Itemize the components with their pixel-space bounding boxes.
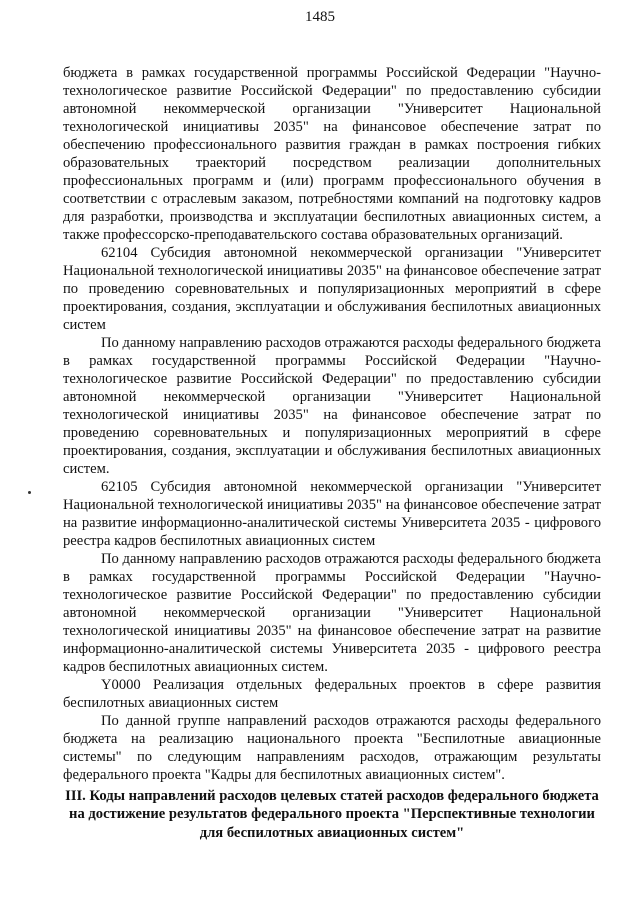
margin-dot: [28, 491, 31, 494]
paragraph-62104-title: 62104 Субсидия автономной некоммерческой организации "Университет Национальной технологической инициативы 2035" на финансовое обеспечение затрат по проведению соревновательных и популяризационных мероприятий в сфере проектирования, создания, эксплуатации и обслуживания беспилотных авиационных систем: [63, 245, 601, 333]
paragraph-62104-description: По данному направлению расходов отражаются расходы федерального бюджета в рамках государственной программы Российской Федерации "Научно-технологическое развитие Российской Федерации" по предоставлению субсидии автономной некоммерческой организации "Университет Национальной технологической инициативы 2035" на финансовое обеспечение затрат по проведению соревновательных и популяризационных мероприятий в сфере проектирования, создания, эксплуатации и обслуживания беспилотных авиационных систем.: [63, 335, 601, 477]
paragraph-62105-title: 62105 Субсидия автономной некоммерческой организации "Университет Национальной технологической инициативы 2035" на финансовое обеспечение затрат на развитие информационно-аналитической системы Университета 2035 - цифрового реестра кадров беспилотных авиационных систем: [63, 479, 601, 549]
section-heading: III. Коды направлений расходов целевых статей расходов федерального бюджета на достижение результатов федерального проекта "Перспективные технологии для беспилотных авиационных систем": [65, 788, 599, 841]
paragraph-y0000-title: Y0000 Реализация отдельных федеральных проектов в сфере развития беспилотных авиационных систем: [63, 677, 601, 711]
page-number: 1485: [305, 9, 335, 25]
paragraph-62105-description: По данному направлению расходов отражаются расходы федерального бюджета в рамках государственной программы Российской Федерации "Научно-технологическое развитие Российской Федерации" по предоставлению субсидии автономной некоммерческой организации "Университет Национальной технологической инициативы 2035" на финансовое обеспечение затрат на развитие информационно-аналитической системы Университета 2035 - цифрового реестра кадров беспилотных авиационных систем.: [63, 551, 601, 675]
paragraph-y0000-description: По данной группе направлений расходов отражаются расходы федерального бюджета на реализацию национального проекта "Беспилотные авиационные системы" по следующим направлениям расходов, отражающим результаты федерального проекта "Кадры для беспилотных авиационных систем".: [63, 713, 601, 783]
paragraph-budget-continuation: бюджета в рамках государственной программы Российской Федерации "Научно-технологическое развитие Российской Федерации" по предоставлению субсидии автономной некоммерческой организации "Университет Национальной технологической инициативы 2035" на финансовое обеспечение затрат по обеспечению профессионального развития граждан в рамках построения гибких образовательных траекторий посредством реализации дополнительных профессиональных программ и (или) программ профессионального обучения в соответствии с отраслевым заказом, потребностями компаний на подготовку кадров для разработки, производства и эксплуатации беспилотных авиационных систем, а также профессорско-преподавательского состава образовательных организаций.: [63, 65, 601, 243]
body-text: [63, 64, 601, 784]
